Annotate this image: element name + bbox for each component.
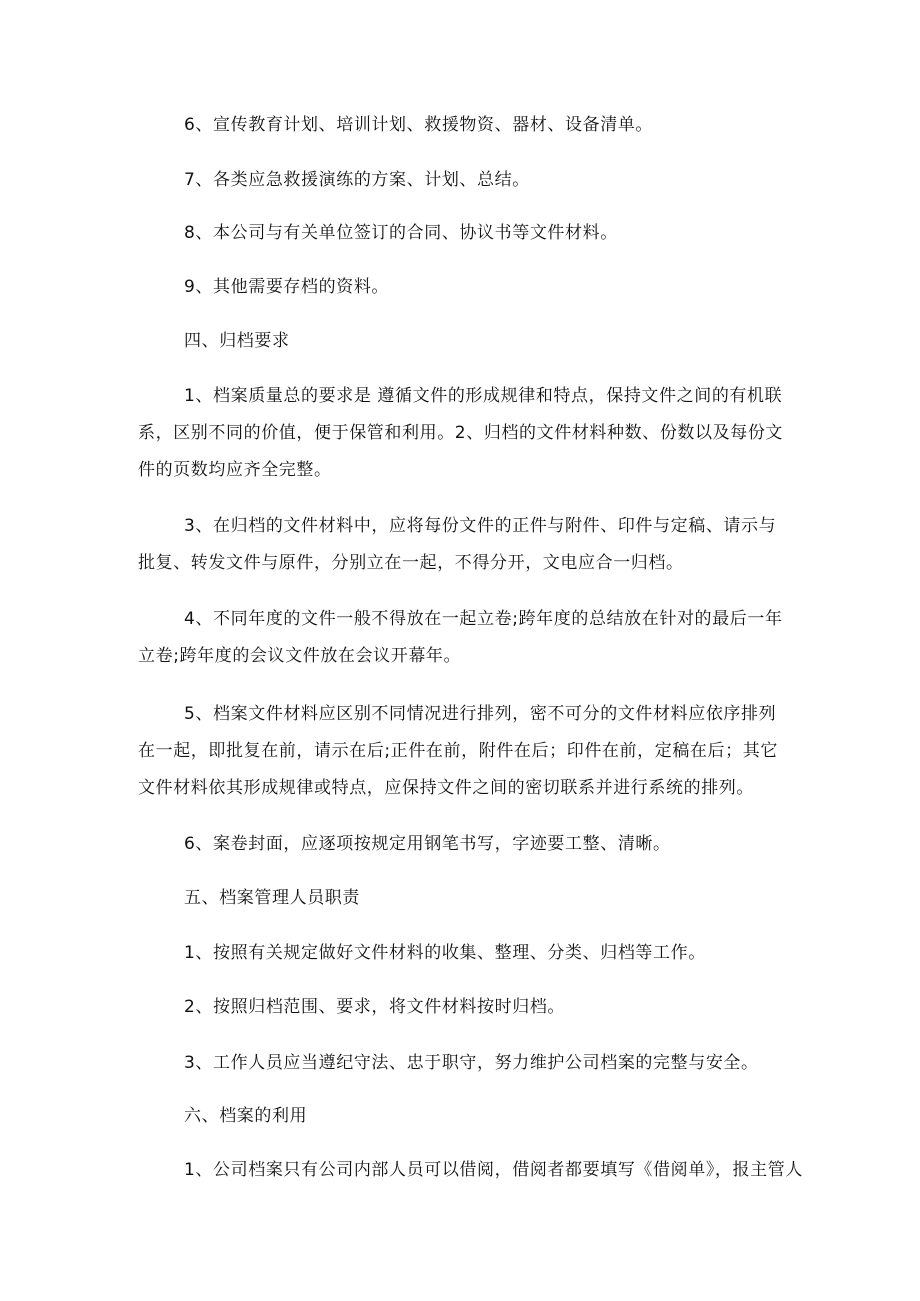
paragraph-duty-1: 1、按照有关规定做好文件材料的收集、整理、分类、归档等工作。 — [184, 943, 706, 963]
paragraph-requirement-1-2: 1、档案质量总的要求是 遵循文件的形成规律和特点，保持文件之间的有机联系，区别不同的价值，便于保管和利用。2、归档的文件材料种数、份数以及每份文件的页数均应齐全完整。 — [138, 386, 784, 480]
paragraph-item-6: 6、宣传教育计划、培训计划、救援物资、器材、设备清单。 — [184, 115, 654, 135]
paragraph-requirement-6: 6、案卷封面，应逐项按规定用钢笔书写，字迹要工整、清晰。 — [184, 834, 671, 854]
paragraph-duty-2: 2、按照归档范围、要求，将文件材料按时归档。 — [184, 997, 566, 1017]
paragraph-item-9: 9、其他需要存档的资料。 — [184, 277, 390, 297]
section-heading-staff-duties: 五、档案管理人员职责 — [184, 888, 360, 908]
section-heading-archive-use: 六、档案的利用 — [184, 1106, 308, 1126]
paragraph-item-7: 7、各类应急救援演练的方案、计划、总结。 — [184, 170, 530, 190]
section-heading-archiving-requirements: 四、归档要求 — [184, 331, 290, 351]
paragraph-use-1: 1、公司档案只有公司内部人员可以借阅，借阅者都要填写《借阅单》，报主管人 — [184, 1160, 803, 1180]
paragraph-requirement-3: 3、在归档的文件材料中，应将每份文件的正件与附件、印件与定稿、请示与批复、转发文件与原件，分别立在一起，不得分开，文电应合一归档。 — [138, 516, 777, 573]
paragraph-item-8: 8、本公司与有关单位签订的合同、协议书等文件材料。 — [184, 223, 618, 243]
paragraph-duty-3: 3、工作人员应当遵纪守法、忠于职守，努力维护公司档案的完整与安全。 — [184, 1053, 759, 1073]
paragraph-requirement-4: 4、不同年度的文件一般不得放在一起立卷;跨年度的总结放在针对的最后一年立卷;跨年度的会议文件放在会议开幕年。 — [138, 609, 783, 666]
paragraph-requirement-5: 5、档案文件材料应区别不同情况进行排列，密不可分的文件材料应依序排列在一起，即批复在前，请示在后;正件在前，附件在后；印件在前，定稿在后；其它文件材料依其形成规律或特点，应保持文件之间的密切联系并进行系统的排列。 — [138, 704, 778, 798]
